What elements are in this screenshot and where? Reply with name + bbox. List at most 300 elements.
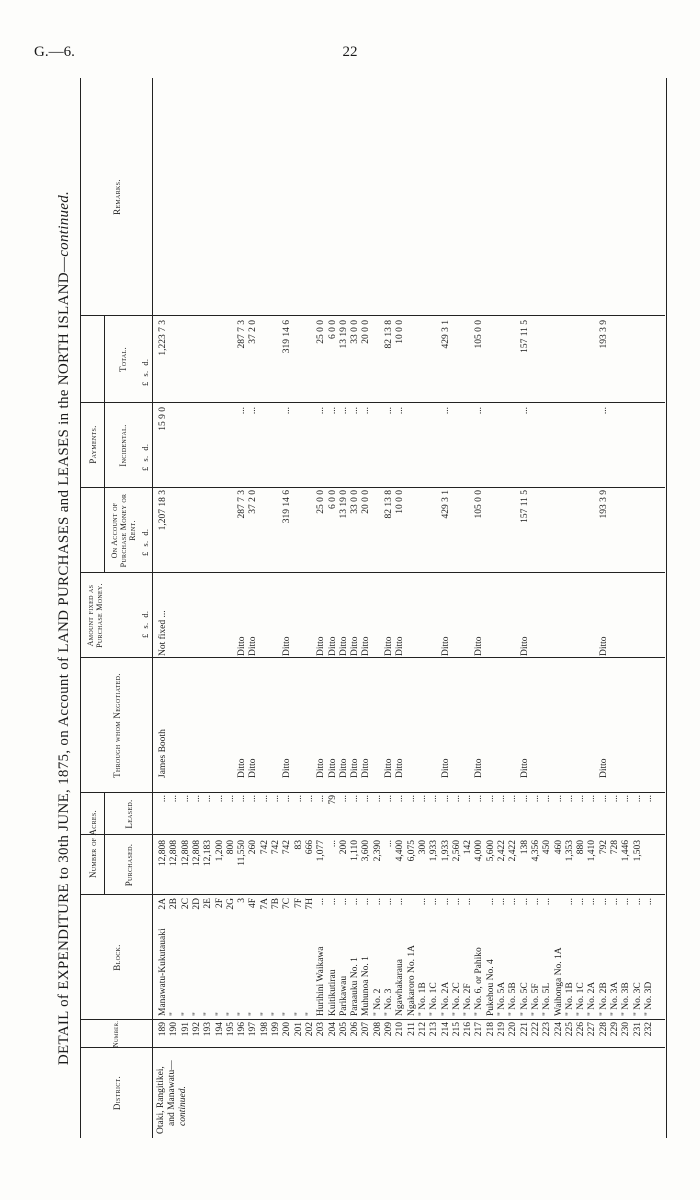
acres-purchased: 792 [598,840,609,855]
acres-leased: ... [259,795,270,803]
incidental: ... [395,407,406,415]
acres-purchased: 1,933 [429,840,440,862]
block-name: Kuitikutirau [327,969,338,1016]
block-subdivision: 2D [191,898,202,910]
incidental: ... [316,407,327,415]
acres-leased: ... [451,795,462,803]
col-incidental: Incidental. [118,424,128,467]
block-name: " [304,1012,315,1016]
on-account: 287 7 3 [237,490,248,519]
block-subdivision: ... [395,898,406,906]
amount-fixed: Ditto [395,636,406,656]
amount-fixed: Ditto [237,636,248,656]
acres-leased: ... [610,795,620,803]
row-number: 199 [271,1022,281,1037]
row-number: 189 [158,1022,168,1037]
on-account: 33 0 0 [350,490,361,514]
row-number: 210 [395,1022,406,1037]
total: 105 0 0 [474,320,485,349]
row-number: 204 [327,1022,338,1037]
block-name: " No. 2F [463,983,474,1016]
col-acres: Number of Acres. [88,809,98,879]
total: 193 3 9 [598,320,609,349]
col-purchased: Purchased. [124,843,134,887]
title-text: DETAIL of EXPENDITURE to 30th JUNE, 1875, on Account of LAND PURCHASES and LEASES in the NORTH ISLAND— [56,256,72,1066]
row-number: 222 [530,1022,541,1037]
block-name: " No. 1B [564,982,575,1016]
block-subdivision: 2C [180,898,191,910]
total: 37 2 0 [248,320,259,344]
row-number: 219 [497,1022,507,1037]
row-number: 190 [169,1022,180,1037]
incidental: ... [598,407,609,415]
block-subdivision: ... [508,898,519,906]
pence: d. [140,443,150,451]
acres-leased: ... [440,795,451,803]
amount-fixed: Ditto [350,636,361,656]
on-account: 82 13 8 [384,490,394,519]
block-subdivision: 3 [237,898,248,903]
row-number: 228 [598,1022,609,1037]
block-name: Manawatu-Kukutauaki [158,928,168,1016]
block-subdivision: ... [530,898,541,906]
on-account: 319 14 6 [282,490,293,524]
total: 13 19 0 [338,320,349,349]
block-subdivision: ... [361,898,372,906]
block-subdivision: ... [463,898,474,906]
negotiator: Ditto [237,758,248,778]
row-number: 229 [610,1022,620,1037]
acres-purchased: 1,503 [632,840,643,862]
block-name: " No. 3B [621,982,632,1016]
acres-purchased: ... [384,840,394,848]
block-subdivision: ... [372,898,383,906]
rule [80,572,665,573]
amount-fixed: Ditto [474,636,485,656]
row-number: 224 [553,1022,564,1037]
block-name: Muhunoa No. 1 [361,956,372,1016]
acres-leased: ... [497,795,507,803]
block-name: " [259,1012,270,1016]
pence: d. [140,358,150,366]
rule [80,402,665,403]
acres-purchased: 450 [542,840,553,855]
total: 429 3 1 [440,320,451,349]
incidental: ... [327,407,338,415]
block-subdivision: ... [384,898,394,906]
amount-fixed: Ditto [519,636,530,656]
block-subdivision: 2A [158,898,168,910]
acres-purchased: 200 [338,840,349,855]
acres-purchased: 260 [248,840,259,855]
block-subdivision: ... [598,898,609,906]
total: 6 0 0 [327,320,338,339]
acres-purchased: 12,808 [169,840,180,867]
row-number: 208 [372,1022,383,1037]
acres-leased: ... [248,795,259,803]
total: 25 0 0 [316,320,327,344]
negotiator: James Booth [158,729,168,778]
row-number: 213 [429,1022,440,1037]
pound: £ [140,551,150,556]
acres-leased: ... [508,795,519,803]
block-name: " No. 1C [429,982,440,1016]
row-number: 223 [542,1022,553,1037]
lsd-fixed [140,611,150,638]
block-subdivision: ... [610,898,620,906]
block-subdivision: 7B [271,898,281,910]
block-name: Parikawau [338,975,349,1016]
incidental: 15 9 0 [158,407,168,431]
row-number: 227 [587,1022,598,1037]
row-number: 216 [463,1022,474,1037]
block-subdivision: 2F [214,898,225,909]
acres-leased: ... [304,795,315,803]
acres-purchased: 742 [259,840,270,855]
on-account: 105 0 0 [474,490,485,519]
row-number: 198 [259,1022,270,1037]
acres-leased: ... [214,795,225,803]
total: 20 0 0 [361,320,372,344]
col-on-account: On Account of Purchase Money or Rent. [110,493,137,568]
row-number: 202 [304,1022,315,1037]
block-subdivision: 7F [293,898,304,909]
acres-purchased: 880 [576,840,587,855]
acres-leased: ... [643,795,654,803]
acres-leased: ... [293,795,304,803]
row-number: 207 [361,1022,372,1037]
block-subdivision: ... [497,898,507,906]
negotiator: Ditto [598,758,609,778]
block-name: Waihonga No. 1A [553,947,564,1016]
row-number: 192 [191,1022,202,1037]
acres-leased: ... [406,795,417,803]
acres-purchased: 742 [271,840,281,855]
block-subdivision: ... [621,898,632,906]
rule [80,1047,665,1048]
district-label [156,1060,189,1134]
block-name: " No. 2 [372,988,383,1016]
incidental: ... [237,407,248,415]
row-number: 214 [440,1022,451,1037]
lsd-incidental [140,444,150,471]
block-name: " No. 3C [632,982,643,1016]
block-subdivision: ... [440,898,451,906]
row-number: 226 [576,1022,587,1037]
acres-leased: ... [587,795,598,803]
acres-leased: ... [542,795,553,803]
block-subdivision: 7H [304,898,315,910]
total: 33 0 0 [350,320,361,344]
acres-purchased: 138 [519,840,530,855]
acres-purchased: 12,808 [158,840,168,867]
block-name: " No. 2C [451,982,462,1016]
acres-leased: ... [361,795,372,803]
amount-fixed: Ditto [384,636,394,656]
acres-leased: ... [372,795,383,803]
acres-purchased: 300 [417,840,428,855]
acres-leased: 79 [327,795,338,805]
table-title [56,78,73,1178]
acres-purchased: 1,353 [564,840,575,862]
acres-leased: ... [485,795,496,803]
block-subdivision: ... [417,898,428,906]
on-account: 37 2 0 [248,490,259,514]
row-number: 197 [248,1022,259,1037]
rule [80,315,665,316]
district-line: and Manawatu— [167,1060,177,1126]
row-number: 212 [417,1022,428,1037]
block-name: " No. 2A [440,981,451,1016]
row-number: 200 [282,1022,293,1037]
negotiator: Ditto [316,758,327,778]
report-code: G.—6. [34,44,75,60]
acres-purchased: 1,446 [621,840,632,862]
title-continued: continued. [56,190,72,257]
block-subdivision: ... [519,898,530,906]
amount-fixed: Not fixed ... [158,610,168,656]
acres-purchased: 1,077 [316,840,327,862]
block-name: " No. 3 [384,988,394,1016]
row-number: 217 [474,1022,485,1037]
acres-leased: ... [429,795,440,803]
block-subdivision: ... [632,898,643,906]
on-account: 25 0 0 [316,490,327,514]
col-amount-fixed: Amount fixed as Purchase Money. [86,583,104,648]
shilling: s. [140,455,150,462]
block-subdivision: 2E [203,898,214,909]
col-total: Total. [118,346,128,373]
col-number: Number. [112,1020,120,1048]
acres-purchased: 1,200 [214,840,225,862]
incidental: ... [350,407,361,415]
total: 287 7 3 [237,320,248,349]
block-name: " [271,1012,281,1016]
rule [80,792,665,793]
acres-leased: ... [180,795,191,803]
acres-leased: ... [282,795,293,803]
amount-fixed: Ditto [316,636,327,656]
acres-leased: ... [417,795,428,803]
negotiator: Ditto [395,758,406,778]
acres-leased: ... [463,795,474,803]
incidental: ... [282,407,293,415]
block-subdivision: 7A [259,898,270,910]
pound: £ [140,633,150,638]
acres-purchased: 83 [293,840,304,850]
acres-leased: ... [530,795,541,803]
incidental: ... [248,407,259,415]
negotiator: Ditto [519,758,530,778]
block-name: " [191,1012,202,1016]
acres-leased: ... [350,795,361,803]
negotiator: Ditto [474,758,485,778]
on-account: 10 0 0 [395,490,406,514]
lsd-account [140,529,150,556]
incidental: ... [440,407,451,415]
row-number: 230 [621,1022,632,1037]
block-name: " No. 5F [530,983,541,1016]
block-subdivision: 4F [248,898,259,909]
pence: d. [140,610,150,618]
acres-purchased: 2,422 [508,840,519,862]
amount-fixed: Ditto [598,636,609,656]
row-number: 195 [225,1022,236,1037]
acres-purchased: 728 [610,840,620,855]
acres-purchased: 742 [282,840,293,855]
block-name: " No. 5B [508,982,519,1016]
block-name: " No. 5L [542,982,553,1016]
rule [80,834,665,835]
row-number: 225 [564,1022,575,1037]
on-account: 20 0 0 [361,490,372,514]
on-account: 429 3 1 [440,490,451,519]
rule [80,1019,665,1020]
acres-purchased: 2,390 [372,840,383,862]
block-name: " No. 3A [610,981,620,1016]
row-number: 220 [508,1022,519,1037]
block-name: " [237,1012,248,1016]
col-payments: Payments. [88,425,98,464]
acres-purchased: 4,400 [395,840,406,862]
acres-purchased: 2,422 [497,840,507,862]
total: 319 14 6 [282,320,293,354]
row-number: 203 [316,1022,327,1037]
block-name: " No. 1B [417,982,428,1016]
acres-purchased: 5,600 [485,840,496,862]
on-account: 157 11 5 [519,490,530,523]
acres-leased: ... [225,795,236,803]
acres-purchased: 12,183 [203,840,214,867]
acres-leased: ... [237,795,248,803]
block-name: " [203,1012,214,1016]
block-subdivision: ... [643,898,654,906]
block-name: " No. 1C [576,982,587,1016]
on-account: 1,207 18 3 [158,490,168,531]
col-remarks: Remarks. [112,179,122,215]
row-number: 218 [485,1022,496,1037]
block-name: " [180,1012,191,1016]
shilling: s. [140,540,150,547]
row-number: 205 [338,1022,349,1037]
block-subdivision: ... [485,898,496,906]
acres-leased: ... [384,795,394,803]
acres-purchased: 666 [304,840,315,855]
acres-purchased: 12,808 [191,840,202,867]
block-subdivision: 2B [169,898,180,910]
total: 1,223 7 3 [158,320,168,356]
amount-fixed: Ditto [248,636,259,656]
acres-purchased: 800 [225,840,236,855]
block-subdivision: 7C [282,898,293,910]
block-name: " [214,1012,225,1016]
acres-purchased: 1,410 [587,840,598,862]
acres-leased: ... [553,795,564,803]
row-number: 209 [384,1022,394,1037]
block-subdivision: ... [338,898,349,906]
negotiator: Ditto [282,758,293,778]
district-line: continued. [178,1086,188,1126]
amount-fixed: Ditto [282,636,293,656]
total: 157 11 5 [519,320,530,353]
row-number: 221 [519,1022,530,1037]
row-number: 196 [237,1022,248,1037]
acres-leased: ... [395,795,406,803]
acres-leased: ... [316,795,327,803]
rule [80,657,665,658]
acres-purchased: 12,808 [180,840,191,867]
block-name: " [282,1012,293,1016]
block-subdivision: ... [587,898,598,906]
rule [80,894,665,895]
rule [80,487,665,488]
block-name: " No. 6, or Pahiko [474,947,485,1016]
amount-fixed: Ditto [440,636,451,656]
block-name: Pukehou No. 4 [485,959,496,1016]
negotiator: Ditto [440,758,451,778]
payments-rule [104,316,105,573]
block-name: " [248,1012,259,1016]
acres-leased: ... [203,795,214,803]
block-name: " No. 5C [519,982,530,1016]
acres-leased: ... [338,795,349,803]
acres-purchased: 4,356 [530,840,541,862]
district-line: Otaki, Rangitikei, [156,1066,166,1134]
acres-leased: ... [576,795,587,803]
acres-leased: ... [191,795,202,803]
on-account: 13 19 0 [338,490,349,519]
acres-leased: ... [632,795,643,803]
block-subdivision: ... [542,898,553,906]
negotiator: Ditto [384,758,394,778]
block-name: Ngakaroro No. 1A [406,945,417,1016]
block-name: " No. 2B [598,982,609,1016]
block-subdivision: ... [564,898,575,906]
acres-purchased: 2,560 [451,840,462,862]
block-subdivision: ... [451,898,462,906]
negotiator: Ditto [327,758,338,778]
block-subdivision: 2G [225,898,236,910]
block-name: " [225,1012,236,1016]
pound: £ [140,381,150,386]
row-number: 194 [214,1022,225,1037]
acres-purchased: 1,110 [350,840,361,862]
acres-leased: ... [271,795,281,803]
block-name: " [293,1012,304,1016]
row-number: 201 [293,1022,304,1037]
total: 10 0 0 [395,320,406,344]
acres-leased: ... [169,795,180,803]
acres-purchased: 11,550 [237,840,248,866]
block-subdivision: ... [327,898,338,906]
acres-rule [104,793,105,895]
negotiator: Ditto [350,758,361,778]
incidental: ... [361,407,372,415]
rotated-table-page [52,78,672,1178]
shilling: s. [140,622,150,629]
header-rule [152,78,153,1138]
block-subdivision: ... [429,898,440,906]
negotiator: Ditto [248,758,259,778]
acres-purchased: 6,075 [406,840,417,862]
amount-fixed: Ditto [361,636,372,656]
block-name: Ngawhakaraua [395,959,406,1016]
page-number: 22 [342,44,358,60]
acres-purchased: 4,000 [474,840,485,862]
incidental: ... [338,407,349,415]
block-name: Paraauku No. 1 [350,957,361,1016]
pound: £ [140,466,150,471]
